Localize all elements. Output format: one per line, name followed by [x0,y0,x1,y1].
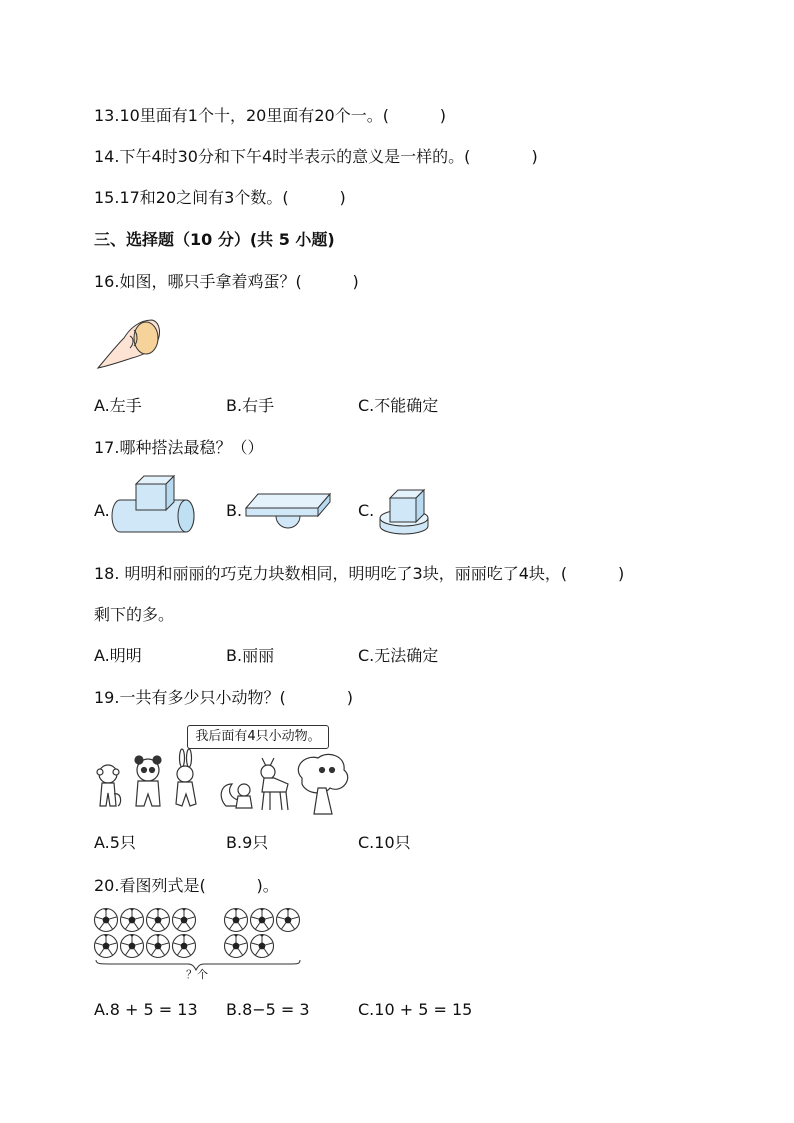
question-18-line2: 剩下的多。 [94,605,175,624]
q19-option-b[interactable]: B.9只 [226,833,269,852]
q20-option-b[interactable]: B.8−5 = 3 [226,1000,310,1019]
q18-option-a[interactable]: A.明明 [94,646,142,665]
q16-option-c[interactable]: C.不能确定 [358,396,439,415]
q19-option-a[interactable]: A.5只 [94,833,136,852]
q20-brace-label: ？个 [186,968,208,981]
plank-on-ball-image [242,486,332,532]
q17-option-c[interactable]: C. [358,501,375,520]
question-19: 19.一共有多少只小动物？( ) [94,688,353,707]
question-20: 20.看图列式是( )。 [94,876,279,895]
question-14: 14.下午4时30分和下午4时半表示的意义是一样的。( ) [94,147,538,166]
hand-holding-egg-image [94,308,166,372]
q17-option-b[interactable]: B. [226,501,243,520]
q18-option-c[interactable]: C.无法确定 [358,646,439,665]
animals-in-line-image [92,748,354,818]
q16-option-a[interactable]: A.左手 [94,396,142,415]
question-16: 16.如图，哪只手拿着鸡蛋？( ) [94,272,359,291]
q19-option-c[interactable]: C.10只 [358,833,411,852]
soccer-balls-image [92,906,306,972]
cube-on-cylinder-image [110,472,196,534]
q20-option-a[interactable]: A.8 + 5 = 13 [94,1000,198,1019]
question-18-line1: 18. 明明和丽丽的巧克力块数相同，明明吃了3块，丽丽吃了4块，( ) [94,564,625,583]
speech-bubble: 我后面有4只小动物。 [187,725,329,749]
q20-option-c[interactable]: C.10 + 5 = 15 [358,1000,473,1019]
question-13: 13.10里面有1个十，20里面有20个一。( ) [94,106,447,125]
q16-option-b[interactable]: B.右手 [226,396,275,415]
section-heading-choice: 三、选择题（10 分）(共 5 小题) [94,230,335,249]
cube-on-disc-image [376,484,432,536]
q18-option-b[interactable]: B.丽丽 [226,646,275,665]
question-17: 17.哪种搭法最稳？（） [94,438,264,457]
question-15: 15.17和20之间有3个数。( ) [94,188,346,207]
q17-option-a[interactable]: A. [94,501,110,520]
